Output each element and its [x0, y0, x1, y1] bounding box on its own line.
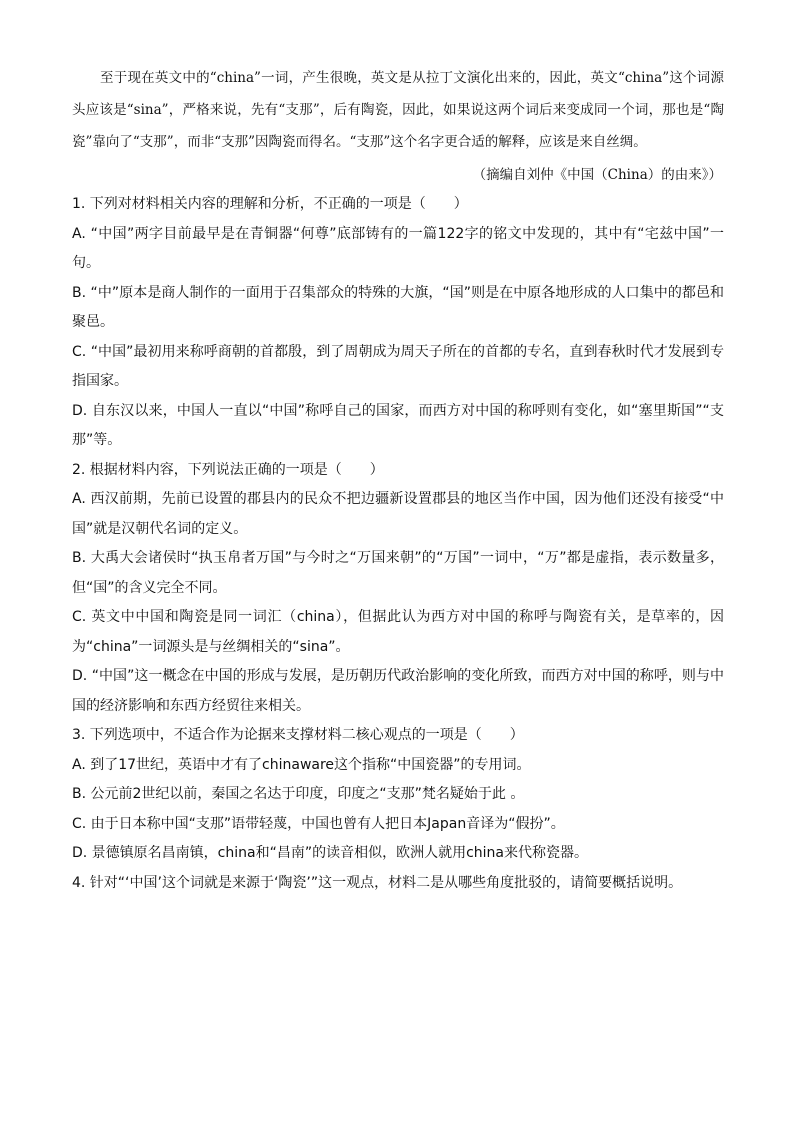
question-option: B. 大禹大会诸侯时“执玉帛者万国”与今时之“万国来朝”的“万国”一词中，“万”都是虚指，表示数量多，但“国”的含义完全不同。 — [72, 550, 724, 596]
question-option: A. “中国”两字目前最早是在青铜器“何尊”底部铸有的一篇122字的铭文中发现的，其中有“宅兹中国”一句。 — [72, 225, 724, 271]
question-option: A. 西汉前期，先前已设置的郡县内的民众不把边疆新设置郡县的地区当作中国，因为他们还没有接受“中国”就是汉朝代名词的定义。 — [72, 491, 724, 537]
question-option: B. “中”原本是商人制作的一面用于召集部众的特殊的大旗，“国”则是在中原各地形成的人口集中的都邑和聚邑。 — [72, 284, 724, 330]
question-4 — [72, 869, 724, 899]
question-option: D. 景德镇原名昌南镇，china和“昌南”的读音相似，欧洲人就用china来代称瓷器。 — [72, 845, 589, 861]
question-option: C. 英文中中国和陶瓷是同一词汇（china），但据此认为西方对中国的称呼与陶瓷有关，是草率的，因为“china”一词源头是与丝绸相关的“sina”。 — [72, 609, 724, 655]
question-option: D. 自东汉以来，中国人一直以“中国”称呼自己的国家，而西方对中国的称呼则有变化，如“塞里斯国”“支那”等。 — [72, 402, 724, 448]
question-2 — [72, 456, 724, 722]
question-option: C. 由于日本称中国“支那”语带轻蔑，中国也曾有人把日本Japan音译为“假扮”。 — [72, 815, 565, 832]
question-stem: 1. 下列对材料相关内容的理解和分析，不正确的一项是（ ） — [72, 196, 468, 212]
passage-paragraph: 至于现在英文中的“china”一词，产生很晚，英文是从拉丁文演化出来的，因此，英文“china”这个词源头应该是“sina”，严格来说，先有“支那”，后有陶瓷，因此，如果说这两个词后来变成同一个词，那也是“陶瓷”靠向了“支那”，而非“支那”因陶瓷而得名。“支那”这个名字更合适的解释，应该是来自丝绸。 — [72, 70, 724, 150]
question-option: D. “中国”这一概念在中国的形成与发展，是历朝历代政治影响的变化所致，而西方对中国的称呼，则与中国的经济影响和东西方经贸往来相关。 — [72, 668, 724, 714]
question-stem: 4. 针对“‘中国’这个词就是来源于‘陶瓷’”这一观点，材料二是从哪些角度批驳的，请简要概括说明。 — [72, 874, 683, 891]
question-option: A. 到了17世纪，英语中才有了chinaware这个指称“中国瓷器”的专用词。 — [72, 756, 531, 773]
question-stem: 3. 下列选项中，不适合作为论据来支撑材料二核心观点的一项是（ ） — [72, 727, 524, 743]
passage-source: （摘编自刘仲《中国（China）的由来》） — [472, 167, 722, 183]
question-option: C. “中国”最初用来称呼商朝的首都殷，到了周朝成为周天子所在的首都的专名，直到春秋时代才发展到专指国家。 — [72, 343, 724, 389]
question-stem: 2. 根据材料内容，下列说法正确的一项是（ ） — [72, 461, 384, 478]
question-option: B. 公元前2世纪以前，秦国之名达于印度，印度之“支那”梵名疑始于此 。 — [72, 786, 525, 802]
question-1 — [72, 190, 724, 456]
question-3 — [72, 721, 724, 869]
